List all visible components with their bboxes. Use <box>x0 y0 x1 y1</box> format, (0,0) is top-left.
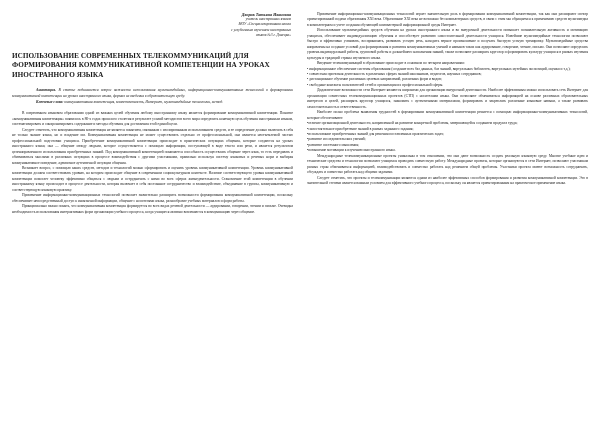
abstract-label: Аннотация. <box>36 88 57 93</box>
body-paragraph: Использование мультимедийных средств обучения на уроках иностранного языка и во внеурочной деятельности повышает познавательную активность и мотивацию учащихся, обеспечивает индивидуализацию обучения и способствует развитию самостоятельной деятельности учащихся. Новейшие мультимедийные технологии позволяют быстро и эффективно усваивать, воспринимать, развивать устную речь, находить верное произношение и получать быструю устную тренировку. Мультимедийные средства направлены на создание условий для формирования и развития коммуникативных умений и навыков таких как аудирование, говорение, чтение, письмо. Они позволяют определять уровень индивидуальной работы, групповой работы и дальнейшего наполнения знаний, также позволяют расширять кругозор и формировать культуру учащихся в рамках изучения культуры и традиций страны изучаемого языка. <box>307 28 588 60</box>
list-item: • совместная проектная деятельность в различных сферах знаний школьников, педагогов, научных сотрудников; <box>307 71 482 76</box>
abstract-text: В статье поднимается вопрос важности использования мультимедийных, информационно-коммуникативных технологий в формировании коммуникативной компетенции на уроках иностранного языка, формах их введения в образовательную среду. <box>12 88 293 98</box>
list-item: •отличие организационной деятельности, направленной на развитие конкретной проблемы, завершающейся созданием продукта труда; <box>307 121 518 126</box>
body-paragraph: Дидактические возможности сети Интернет являются широкими для организации внеурочной деятельности. Наиболее эффективным можно использовать сеть Интернет для организации совместных телекоммуникационных проектов (СТП) с носителями языка. Они позволяют обмениваться информацией на основе различных образовательных интересов и целей, расширять кругозор учащихся, знакомить с аутентичными материалами, формировать и закреплять различные языковые навыки, а также развивать самостоятельность и ответственность. <box>307 88 588 109</box>
body-paragraph: Введение телекоммуникаций в образование происходит в основном по четырем направлениям: <box>317 61 465 66</box>
body-paragraph: Применение информационно-коммуникационных технологий играет значительную роль в формировании коммуникативной компетенции, так как они расширяют спектр ориентированной подачи образования XXI века. Образование XXI века не возможно без компьютерных средств, в связи с этим мы обращаемся к применению средств мультимедиа в компьютерном и учете создания обучающей компьютерной информационной среды Интернет. <box>307 12 588 27</box>
author-org-line-2: с углубленным изучением иностранных <box>231 27 291 32</box>
body-paragraph: Следует отметить, что проекты и телекоммуникации являются одним из наиболее эффективных способов формирования и развития коммуникативной компетенции. Это в значительной степени является важным условием для эффективного учебного процесса, поскольку он является ориентированным на практическое применение языка. <box>307 175 588 186</box>
body-paragraph: В современном языковом образовании одной из важных целей обучения любому иностранному языку является формирование коммуникативной компетенции. Понятие «коммуникативная компетенция» появилось в 80-х годах прошлого столетия в результате усилий методистов всего мира определить конечную цель обучения иностранным языкам, систематизировать и синхронизировать содержание и методы обучения для достижения этой единой цели. <box>12 111 293 127</box>
body-paragraph: Применение информационно-коммуникационных технологий позволяет значительно расширить возможности формирования коммуникативной компетенции, поскольку обеспечивает непосредственный доступ к иноязычной информации, общение с носителями языка, разнообразие учебных материалов и форм работы. <box>12 193 293 203</box>
article-title: ИСПОЛЬЗОВАНИЕ СОВРЕМЕННЫХ ТЕЛЕКОММУНИКАЦИЙ ДЛЯ ФОРМИРОВАНИЯ КОММУНИКАТИВНОЙ КОМПЕТЕНЦИИ НА УРОКАХ ИНОСТРАННОГО ЯЗЫКА <box>12 52 270 79</box>
body-paragraph: Международные телекоммуникационные проекты уникальны в том отношении, что они дают возможность создать реальную языковую среду. Многие учебные идеи и технические средства и технологии позволяют учащимся проводить совместную работу. Международные проекты, которые организуются в сети Интернет, позволяют участникам разных стран обмениваться информацией, взаимодействовать и совместно работать над решением общей проблемы. Участники проекта имеют возможность сотрудничать, обсуждать и совместно работать над общими задачами. <box>307 153 588 175</box>
keywords-text: коммуникативная компетенция, компетентность, Интернет, мультимедийные технологии, метод. <box>64 100 224 105</box>
author-block <box>12 12 291 38</box>
body-paragraph: Принципиально важно понять, что коммуникативная компетенция формируется во всех видах речевой деятельности — аудировании, говорении, чтении и письме. Очевидна необходимость использования интерактивных форм организации учебного процесса, когда учащиеся активно вовлекаются в коммуникацию через общение. <box>12 204 293 214</box>
right-column <box>307 12 588 418</box>
body-paragraph: Следует отметить, что коммуникативная компетенция не является понятием, связанным с изолированным использованием средств, и ее определение должно включать в себя не только знание языка, но и владение им. Коммуникативная компетенция не может существовать отдельно от профессиональной, она является неотъемлемой частью профессиональной подготовки учащихся. Приобретение коммуникативной компетенции происходит в практических ситуациях общения, которые создаются на уроках иностранного языка; она — общение между людьми, которое осуществляется с помощью информации, поступающей в виде текста или речи, и является результатом целенаправленного использования приобретенных знаний. Под коммуникативной компетенцией понимается способность осуществлять общение через язык, то есть передавать и обмениваться мыслями в различных ситуациях в процессе взаимодействия с другими участниками, правильно используя систему языковых и речевых норм и выбирая коммуникативное поведение, адекватное аутентичной ситуации общения. <box>12 127 293 165</box>
list-item: •развитие исследовательских умений; <box>307 137 366 142</box>
list-item: • дистанционное обучение различных целевых направлений, различных форм и видов; <box>307 77 442 82</box>
list-item: • свободные контакты пользователей сетей и организация их профессиональной сферы. <box>307 82 444 87</box>
abstract <box>12 88 293 99</box>
list-item: •повышение мотивации к изучению иностранного языка. <box>307 148 396 153</box>
author-role: учитель иностранных языков <box>245 17 291 22</box>
list-item: • информационное обеспечение системы образования (создание всех баз данных, баз знаний, виртуальных библиотек, виртуальных музейных экспозиций, оценки и т.д.); <box>307 66 571 71</box>
list-item: •использование приобретенных знаний для решения поставленных практических задач; <box>307 131 444 136</box>
body-paragraph: Возникает вопрос, с помощью каких средств, методов и технологий можно сформировать и оценить уровень коммуникативной компетенции. Уровень коммуникативной компетенции должен соответствовать уровню, на котором происходит общение в современном социокультурном контексте. Наличие соответствующего уровня коммуникативной компетенции помогает человеку эффективно общаться с людьми и сотрудничать с ними во всех сферах жизнедеятельности. Становление этой компетенции в обучении иностранному языку происходит в процессе деятельности, которая включает в себя постоянное сотрудничество и взаимодействие, объединение в группы, коммуникативную и соответствующую языковую практику. <box>12 165 293 192</box>
keywords <box>12 100 293 105</box>
body-paragraph: Наиболее полно проблема выявления трудностей в формировании коммуникативной компетенции решается с помощью информационно-коммуникативных технологий, которые обеспечивают: <box>307 110 588 120</box>
list-item: •развитие системного мышления; <box>307 142 360 147</box>
author-org-line-1: МОУ «Специализированная школа <box>238 22 291 27</box>
keywords-label: Ключевые слова: <box>36 100 64 105</box>
list-item: •самостоятельное приобретение знаний в рамках заданного задания; <box>307 126 414 131</box>
author-name: Дворак Татьяна Ивановна <box>241 12 291 17</box>
author-org-line-3: языков №3 г. Донецка» <box>256 32 291 37</box>
left-column <box>12 12 293 418</box>
